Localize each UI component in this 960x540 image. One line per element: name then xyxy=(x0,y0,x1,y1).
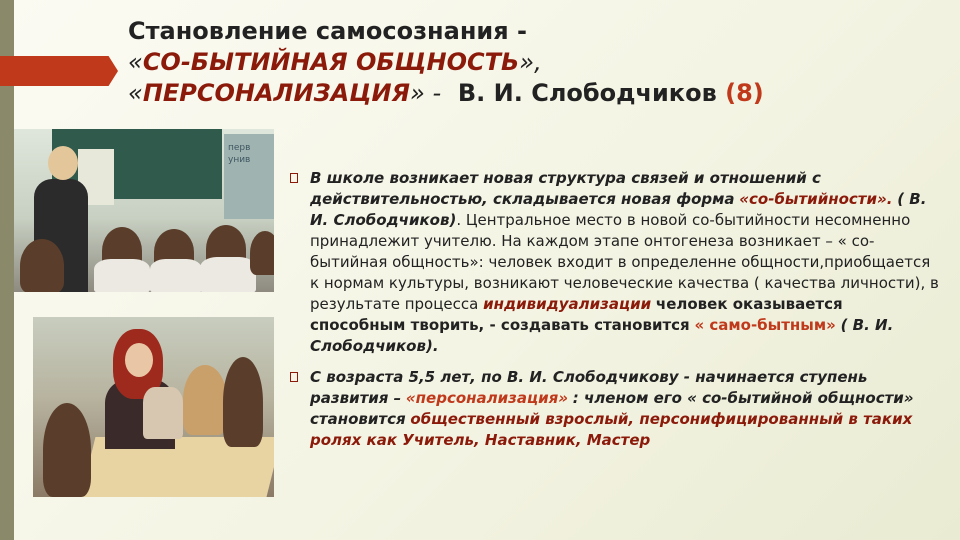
child-figure xyxy=(43,403,91,497)
side-board xyxy=(224,134,274,219)
group-work-photo xyxy=(33,317,274,497)
bullet-icon xyxy=(290,173,298,183)
title-number: (8) xyxy=(725,79,764,107)
term-cobytiynost: «со-бытийности». xyxy=(739,190,893,208)
paragraph-school: В школе возникает новая структура связей и отношений с действительностью, складывается новая форма «со-бытийности». ( В. И. Слободчиков). Центральное место в новой со-бытийности несомненно принадлежит учителю. На каждом этапе онтогенеза возникает – « со-бытийная общность»: человек входит в определенне общности,приобщается к нормам культуры, возникают человеческие качества ( качества личности), в результате процесса индивидуализации человек оказывается способным творить, - создавать становится « само-бытным» ( В. И. Слободчиков). xyxy=(290,168,940,357)
term-individualization: индивидуализации xyxy=(483,295,652,313)
slide-body xyxy=(290,168,940,451)
slide-title xyxy=(128,16,948,109)
teacher-head xyxy=(125,343,153,377)
term-samobytny: « само-бытным» xyxy=(694,316,836,334)
student-figure xyxy=(200,257,256,292)
title-author: В. И. Слободчиков xyxy=(457,79,717,107)
classroom-photo xyxy=(14,129,274,292)
student-figure xyxy=(20,239,64,292)
title-accent-arrow xyxy=(0,56,118,86)
child-figure xyxy=(143,387,183,439)
term-social-adult: общественный взрослый, персонифицированный в таких ролях как Учитель, Наставник, Мастер xyxy=(310,410,913,449)
teacher-head xyxy=(48,146,78,180)
student-figure xyxy=(150,259,202,292)
title-line-2: «СО-БЫТИЙНАЯ ОБЩНОСТЬ», xyxy=(128,48,542,76)
title-term-personalization: ПЕРСОНАЛИЗАЦИЯ xyxy=(142,79,411,107)
paragraph-personalization: С возраста 5,5 лет, по В. И. Слободчикову - начинается ступень развития – «персонализация» : членом его « со-бытийной общности» становится общественный взрослый, персонифицированный в таких ролях как Учитель, Наставник, Мастер xyxy=(290,367,940,451)
student-figure xyxy=(250,231,274,275)
student-figure xyxy=(94,259,150,292)
title-line-1: Становление самосознания - xyxy=(128,17,527,45)
title-term-cobytie: СО-БЫТИЙНАЯ ОБЩНОСТЬ xyxy=(142,48,520,76)
child-figure xyxy=(183,365,227,435)
title-line-3: «ПЕРСОНАЛИЗАЦИЯ» - В. И. Слободчиков (8) xyxy=(128,79,764,107)
bullet-icon xyxy=(290,372,298,382)
side-board-text: перв унив xyxy=(228,143,251,165)
child-figure xyxy=(223,357,263,447)
term-personalization: «персонализация» xyxy=(405,389,568,407)
